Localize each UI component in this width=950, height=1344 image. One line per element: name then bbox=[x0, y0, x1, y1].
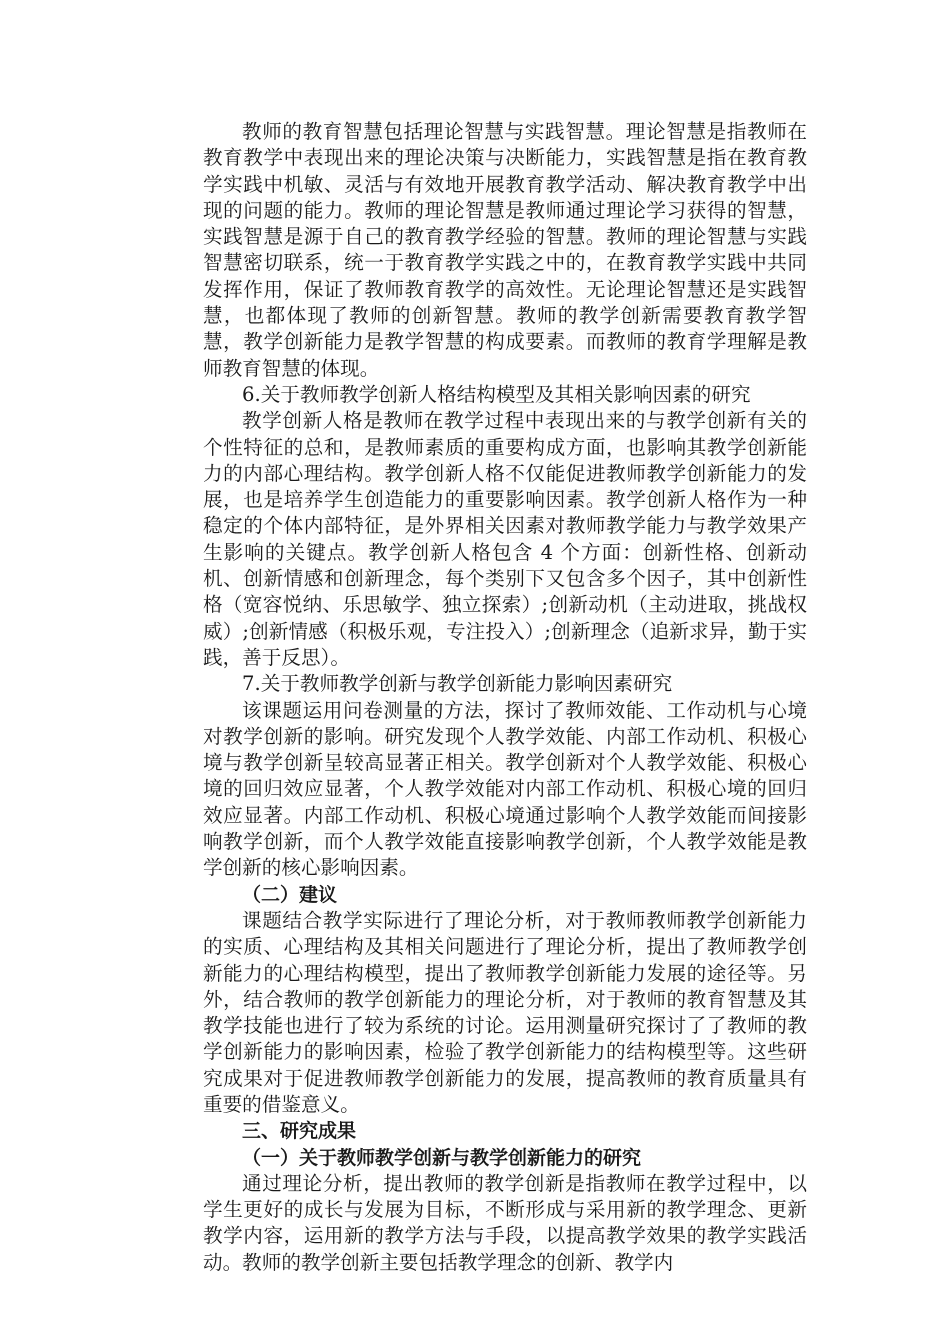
paragraph-influence-factors: 该课题运用问卷测量的方法，探讨了教师效能、工作动机与心境对教学创新的影响。研究发现个人教学效能、内部工作动机、积极心境与教学创新呈较高显著正相关。教学创新对个人教学效能、积极心境的回归效应显著，个人教学效能对内部工作动机、积极心境的回归效应显著。内部工作动机、积极心境通过影响个人教学效能而间接影响教学创新，而个人教学效能直接影响教学创新，个人教学效能是教学创新的核心影响因素。 bbox=[203, 698, 807, 880]
section-7-title: 7.关于教师教学创新与教学创新能力影响因素研究 bbox=[242, 672, 673, 696]
research-results-heading: 三、研究成果 bbox=[242, 1120, 357, 1143]
suggestions-heading: （二）建议 bbox=[242, 883, 338, 906]
results-subheading-1: （一）关于教师教学创新与教学创新能力的研究 bbox=[242, 1146, 642, 1169]
paragraph-teaching-wisdom: 教师的教育智慧包括理论智慧与实践智慧。理论智慧是指教师在教育教学中表现出来的理论决策与决断能力，实践智慧是指在教育教学实践中机敏、灵活与有效地开展教育教学活动、解决教育教学中出现的问题的能力。教师的理论智慧是教师通过理论学习获得的智慧，实践智慧是源于自己的教育教学经验的智慧。教师的理论智慧与实践智慧密切联系，统一于教育教学实践之中的，在教育教学实践中共同发挥作用，保证了教师教育教学的高效性。无论理论智慧还是实践智慧，也都体现了教师的创新智慧。教师的教学创新需要教育教学智慧，教学创新能力是教学智慧的构成要素。而教师的教育学理解是教师教育智慧的体现。 bbox=[203, 120, 807, 380]
section-6-title: 6.关于教师教学创新人格结构模型及其相关影响因素的研究 bbox=[242, 382, 751, 406]
document-page bbox=[203, 119, 807, 1276]
paragraph-innovation-personality: 教学创新人格是教师在教学过程中表现出来的与教学创新有关的个性特征的总和，是教师素质的重要构成方面，也影响其教学创新能力的内部心理结构。教学创新人格不仅能促进教师教学创新能力的发展，也是培养学生创造能力的重要影响因素。教学创新人格作为一种稳定的个体内部特征，是外界相关因素对教师教学能力与教学效果产生影响的关键点。教学创新人格包含 4 个方面：创新性格、创新动机、创新情感和创新理念，每个类别下又包含多个因子，其中创新性格（宽容悦纳、乐思敏学、独立探索）;创新动机（主动进取，挑战权威）;创新情感（积极乐观，专注投入）;创新理念（追新求异，勤于实践，善于反思）。 bbox=[203, 409, 807, 669]
paragraph-theory-analysis: 通过理论分析，提出教师的教学创新是指教师在教学过程中，以学生更好的成长与发展为目标，不断形成与采用新的教学理念、更新教学内容，运用新的教学方法与手段，以提高教学效果的教学实践活动。教师的教学创新主要包括教学理念的创新、教学内 bbox=[203, 1171, 807, 1274]
paragraph-suggestions: 课题结合教学实际进行了理论分析，对于教师教师教学创新能力的实质、心理结构及其相关问题进行了理论分析，提出了教师教学创新能力的心理结构模型，提出了教师教学创新能力发展的途径等。另外，结合教师的教学创新能力的理论分析，对于教师的教育智慧及其教学技能也进行了较为系统的讨论。运用测量研究探讨了了教师的教学创新能力的影响因素，检验了教学创新能力的结构模型等。这些研究成果对于促进教师教学创新能力的发展，提高教师的教育质量具有重要的借鉴意义。 bbox=[203, 908, 807, 1116]
